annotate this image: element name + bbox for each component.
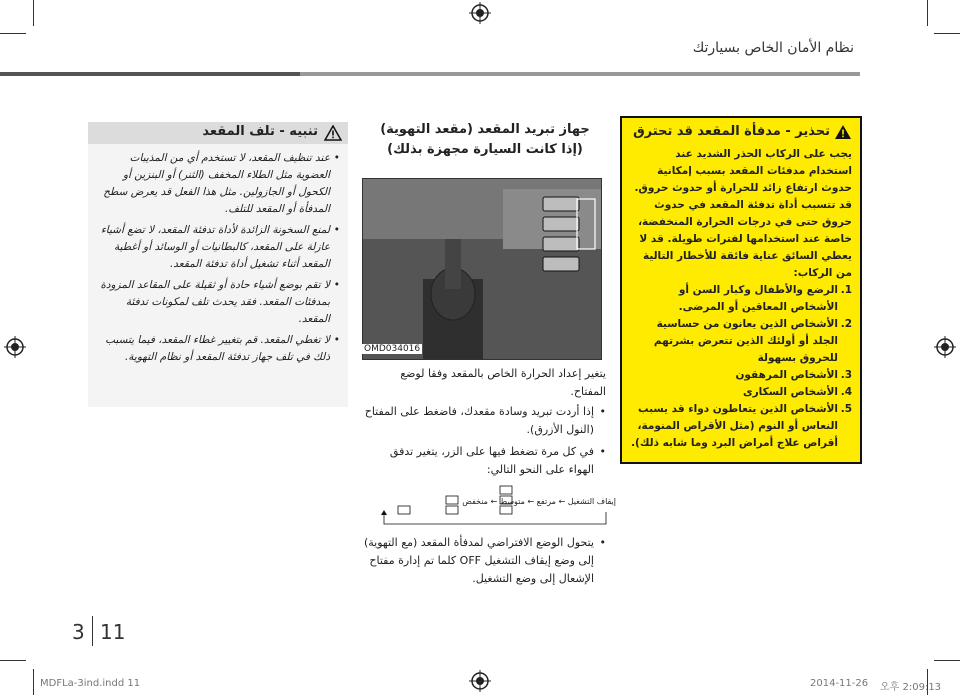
- fan-cycle-labels: [376, 497, 616, 506]
- caution-header: [88, 122, 348, 144]
- section-body: [364, 365, 606, 483]
- footer-date: 2014-11-26: [810, 678, 869, 689]
- caution-item: • لا تغطي المقعد. قم بتغيير غطاء المقعد، فيما يتسبب ذلك في تلف جهاز تدفئة المقعد أو نظام التهوية.: [96, 332, 340, 366]
- cycle-mid-label: متوسط: [499, 497, 525, 506]
- fan-indicator-icon: [398, 506, 410, 514]
- warning-item: 2. الأشخاص الذين يعانون من حساسية الجلد أو أولئك الذين تتعرض بشرتهم للحروق بسهولة: [653, 318, 852, 364]
- body-bullet: • إذا أردت تبريد وسادة مقعدك، فاضغط على المفتاح (النول الأزرق).: [364, 403, 606, 439]
- crop-mark: [927, 0, 928, 26]
- crop-mark: [0, 660, 26, 661]
- cycle-off-label: إيقاف التشغيل: [567, 497, 616, 506]
- fan-indicator-icon: [500, 506, 512, 514]
- section-heading-line2: (إذا كانت السيارة مجهزة بذلك): [387, 142, 583, 157]
- warning-body: [630, 146, 852, 452]
- crop-mark: [33, 669, 34, 695]
- warning-item: 3. الأشخاص المرهقون: [735, 369, 852, 381]
- page-number: 11: [100, 620, 126, 644]
- registration-mark-bottom-icon: [469, 670, 491, 692]
- warning-item: 1. الرضع والأطفال وكبار السن أو الأشخاص المعاقين أو المرضى.: [678, 284, 852, 313]
- fan-indicator-icon: [446, 506, 458, 514]
- page-number-divider: [92, 616, 93, 646]
- fan-cycle-diagram: [374, 484, 614, 530]
- section-heading: [364, 120, 606, 160]
- caution-triangle-icon: [324, 125, 342, 141]
- header-rule-accent: [0, 72, 300, 76]
- intro-text: يتغير إعداد الحرارة الخاص بالمقعد وفقا لوضع المفتاح.: [400, 367, 606, 398]
- warning-box: [620, 116, 862, 464]
- section-title: نظام الأمان الخاص بسيارتك: [692, 40, 854, 56]
- warning-item: 5. الأشخاص الذين يتعاطون دواء قد يسبب النعاس أو النوم (مثل الأقراص المنومة، أقراص علاج أمراض البرد وما شابه ذلك).: [631, 403, 852, 449]
- footer-file: MDFLa-3ind.indd 11: [40, 678, 141, 689]
- chapter-number: 3: [72, 620, 85, 644]
- warning-intro: يجب على الركاب الحذر الشديد عند استخدام مدفئات المقعد بسبب إمكانية حدوث ارتفاع زائد للحرارة أو حدوث حروق. قد تتسبب أداة تدفئة المقعد في حدوث حروق حتى في درجات الحرارة المنخفضة، خاصة عند استخدامها لفترات طويلة. قد لا يعطي السائق عناية فائقة للأخطار التالية من الركاب:: [634, 148, 852, 279]
- section-heading-line1: جهاز تبريد المقعد (مقعد التهوية): [380, 122, 590, 137]
- crop-mark: [934, 660, 960, 661]
- caution-item: • لا تقم بوضع أشياء حادة أو ثقيلة على المقاعد المزودة بمدفئات المقعد. فقد يحدث تلف لمكونات تدفئة المقعد.: [96, 277, 340, 328]
- crop-mark: [33, 0, 34, 26]
- fan-indicator-icon: [500, 486, 512, 494]
- section-body-2: [364, 534, 606, 592]
- caution-item: • لمنع السخونة الزائدة لأداة تدفئة المقعد، لا تضع أشياء عازلة على المقعد، كالبطانيات أو الوسائد أو أغطية المقعد أثناء تشغيل أداة تدفئة المقعد.: [96, 222, 340, 273]
- warning-title: تحذير - مدفأة المقعد قد تحترق: [633, 124, 830, 139]
- registration-mark-left-icon: [4, 336, 26, 358]
- photo-code: OMD034016: [364, 344, 421, 354]
- warning-item: 4. الأشخاص السكارى: [743, 386, 852, 398]
- caution-item: • عند تنظيف المقعد، لا تستخدم أي من المذيبات العضوية مثل الطلاء المخفف (الثنر) أو البنزين أو الكحول أو الجازولين. مثل هذا الفعل قد يعرض سطح المدفأة أو المقعد للتلف.: [96, 150, 340, 218]
- crop-mark: [934, 33, 960, 34]
- console-illustration: [363, 179, 601, 359]
- warning-list: [630, 282, 852, 452]
- warning-triangle-icon: [834, 124, 852, 140]
- caution-list: [96, 150, 340, 370]
- cycle-high-label: مرتفع: [536, 497, 556, 506]
- arrow-icon: ←: [558, 497, 566, 506]
- arrow-icon: ←: [490, 497, 498, 506]
- crop-mark: [0, 33, 26, 34]
- caution-title: تنبيه - تلف المقعد: [202, 124, 318, 139]
- registration-mark-right-icon: [934, 336, 956, 358]
- registration-mark-top-icon: [469, 2, 491, 24]
- seat-control-photo: [362, 178, 602, 360]
- body-bullet: • في كل مرة تضغط فيها على الزر، يتغير تدفق الهواء على النحو التالي:: [364, 443, 606, 479]
- body-bullet: • يتحول الوضع الافتراضي لمدفأة المقعد (مع التهوية) إلى وضع إيقاف التشغيل OFF كلما تم إدارة مفتاح الإشعال إلى وضع التشغيل.: [364, 534, 606, 588]
- arrow-icon: ←: [527, 497, 535, 506]
- footer-time: 오후 2:09:13: [880, 682, 942, 693]
- cycle-low-label: منخفض: [462, 497, 488, 506]
